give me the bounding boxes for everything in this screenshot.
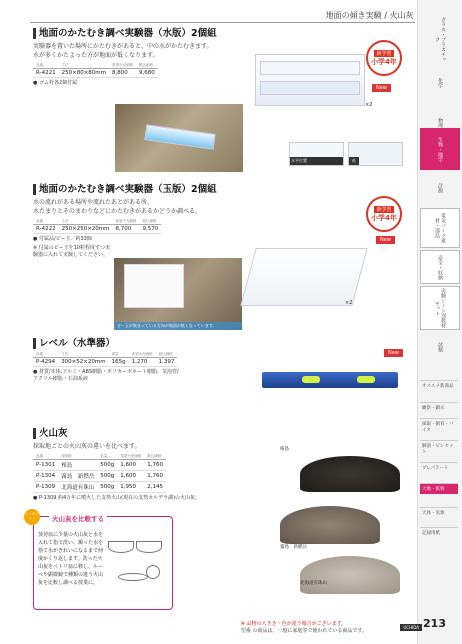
tab-electric-parts[interactable]: 電気パーツ素材・部品 [420, 208, 460, 248]
col-header: 品番 [33, 352, 58, 358]
col-header: 税込価格 [140, 219, 162, 225]
subtab-earth-minerals[interactable]: 大地・鉱物 [420, 483, 458, 494]
col-header: 採取地 [58, 454, 97, 460]
tip-text: 蒸発皿に少量の火山灰と水を入れて指で洗い、濁った水を捨て水がきれいになるまで何度かくり返します。洗った火山灰をペトリ皿に移し、ルーペや顕微鏡で種類の違う火山灰を比較し調べる授業に。 [38, 532, 104, 586]
col-header: 容量 [97, 454, 117, 460]
diagram-label: 水平位置 [290, 157, 343, 165]
spec-table [33, 454, 166, 493]
cell-code: P-1309 [33, 482, 58, 493]
product-title: レベル（水準器） [33, 338, 263, 349]
col-header: 重量 [109, 352, 129, 358]
col-header: 税込価格 [144, 454, 166, 460]
product-title: 火山灰 [33, 428, 263, 439]
table-row [33, 482, 166, 493]
cell-volume: 500g [97, 482, 117, 493]
tip-illustration [108, 537, 166, 595]
note-text: 付属のビー玉を10粒程度ずつ実験器に入れて実験してください。 [33, 245, 110, 258]
table-row [33, 225, 161, 234]
container-image [260, 61, 360, 75]
cell-size: 250×250×20mm [59, 225, 113, 234]
subtab-astronomy[interactable]: 天体・気象 [420, 507, 458, 518]
tilt-diagram [348, 142, 403, 166]
table-row [33, 358, 177, 367]
cell-tax-price: 1,397 [156, 358, 178, 367]
table-row [33, 69, 158, 78]
ash-label: 霧島 新燃岳 [280, 545, 307, 550]
note: ● 材質/本体:アルミ・ABS樹脂・ポリカーボネート樹脂、気泡管/アクリル樹脂・石油系液 [33, 369, 179, 382]
cell-size: 300×52×20mm [58, 358, 108, 367]
grade-badge [366, 196, 402, 232]
header-topic: 火山灰 [389, 11, 414, 20]
ash-photo [280, 426, 400, 604]
product-photo [255, 54, 365, 106]
col-header: 寸法 [58, 352, 108, 358]
note-text: 付属品/ビー玉／約33個 [38, 236, 92, 242]
soil-photo [114, 258, 242, 330]
badge-label: 新学習 [376, 50, 392, 57]
new-tag: New [372, 84, 391, 92]
spec-table [33, 352, 177, 367]
table-row [33, 460, 166, 471]
dish-icon [108, 541, 134, 553]
header-separator: / [384, 11, 387, 20]
tab-chemistry[interactable]: 化学 [437, 78, 443, 88]
new-tag: New [384, 349, 403, 357]
product-description [33, 198, 253, 216]
ash-pile-image [300, 556, 400, 594]
cell-price: 1,270 [129, 358, 156, 367]
note: ● ゴム栓各2個付属 [33, 80, 78, 86]
cell-origin: 北海道有珠山 [58, 482, 97, 493]
cell-volume: 500g [97, 471, 117, 482]
spec-table [33, 219, 161, 234]
bubble-vial-image [302, 376, 320, 383]
diagram-label: 低 [349, 157, 359, 165]
desc-line: 水が多くかたよった方が地面が低くなります。 [33, 52, 159, 59]
footer-notes [241, 620, 367, 634]
tip-box [25, 512, 173, 610]
brand-logo: UCHIDA [400, 624, 422, 631]
photo-caption: ビー玉が集まっている方向が地面が低くなっています。 [114, 322, 242, 330]
subtab-observation[interactable]: 観察・顕示 [420, 402, 458, 413]
subtab-slide[interactable]: プレパラート [420, 462, 458, 473]
col-header: 寸法 [59, 63, 109, 69]
ash-pile-image [280, 506, 380, 544]
cell-weight: 165g [109, 358, 129, 367]
ash-label: 桜島 [280, 447, 289, 452]
ash-pile-image [300, 456, 400, 492]
col-header: 品番 [33, 63, 59, 69]
badge-grade: 小学4年 [371, 57, 397, 66]
grade-badge [366, 40, 402, 76]
cell-code: P-1301 [33, 460, 58, 471]
cell-code: P-4294 [33, 358, 58, 367]
footer-note: 型番 の商品は、一般に家庭等で使われている商品です。 [240, 628, 367, 634]
product-title: 地面のかたむき調べ実験器（玉版）2個組 [33, 184, 253, 195]
level-tool-image [262, 372, 398, 388]
product-description [33, 42, 243, 60]
cell-code: R-4221 [33, 69, 59, 78]
badge-label: 新学習 [376, 206, 392, 213]
product-water-tilt [33, 28, 243, 87]
note-text: ゴム栓各2個付属 [38, 80, 78, 86]
cell-tax-price: 1,760 [144, 471, 166, 482]
tab-physics[interactable]: 物理 [437, 118, 443, 128]
col-header: 希望小売価格 [113, 219, 140, 225]
cell-tax-price: 9,570 [140, 225, 162, 234]
note: ● 付属品/ビー玉／約33個 [33, 236, 92, 242]
note-text: P-1309 約4万年に噴火した支笏火山(現在の支笏カルデラ湖)の火山灰。 [38, 495, 201, 501]
page-number: 213 [423, 617, 446, 630]
product-volcanic-ash [33, 428, 263, 502]
tab-reagents[interactable]: 試薬 [437, 342, 443, 352]
cell-origin: 桜島 [58, 460, 97, 471]
tab-glass[interactable]: ガラス・プラスチック [434, 16, 446, 62]
col-header: 税込価格 [156, 352, 178, 358]
desc-line: 水の流れがある場所や流れたあとがある所、 [33, 199, 154, 206]
cell-origin: 霧島 新燃岳 [58, 471, 97, 482]
sidebar [417, 0, 462, 644]
ash-label: 北海道有珠山 [300, 581, 327, 586]
product-level [33, 338, 263, 383]
spec-table [33, 63, 158, 78]
footer-note: ※ 品物の大きさ・色が違う場合がございます。 [240, 621, 347, 627]
subtab-collection[interactable]: 採取・飼育・バイオ [420, 418, 458, 435]
col-header: 寸法 [59, 219, 113, 225]
product-title: 地面のかたむき調べ実験器（水版）2個組 [33, 28, 243, 39]
subtab-new[interactable]: オススメ新商品 [420, 380, 458, 391]
container-image [260, 81, 360, 95]
table-row [33, 471, 166, 482]
badge-grade: 小学4年 [371, 213, 397, 222]
cell-tax-price: 2,145 [144, 482, 166, 493]
cell-price: 8,800 [109, 69, 136, 78]
col-header: 希望小売価格 [109, 63, 136, 69]
petri-dish-icon [118, 573, 148, 581]
product-photo [240, 248, 368, 306]
col-header: 希望小売価格 [117, 454, 144, 460]
cell-price: 8,700 [113, 225, 140, 234]
page-header [326, 10, 422, 21]
tip-title: 火山灰を比較する [49, 514, 107, 523]
subtab-record[interactable]: 記録用紙 [420, 527, 458, 538]
col-header: 税込価格 [136, 63, 158, 69]
ball-tray-image [124, 264, 184, 308]
new-tag: New [376, 236, 395, 244]
col-header: 希望小売価格 [129, 352, 156, 358]
note: ● P-1309 約4万年に噴火した支笏火山(現在の支笏カルデラ湖)の火山灰。 [33, 495, 201, 501]
cell-size: 250×80×80mm [59, 69, 109, 78]
quantity-label: ×2 [345, 300, 353, 306]
col-header: 品番 [33, 454, 58, 460]
cell-price: 1,950 [117, 482, 144, 493]
tab-measurement[interactable]: 計測 [437, 183, 443, 193]
quantity-label: ×2 [365, 102, 373, 108]
cell-volume: 500g [97, 460, 117, 471]
note-text: 材質/本体:アルミ・ABS樹脂・ポリカーボネート樹脂、気泡管/アクリル樹脂・石油系液 [33, 369, 179, 382]
header-rule [30, 22, 415, 23]
product-description: 採取地ごとの火山灰の違いを比べます。 [33, 443, 141, 450]
magnifier-icon [146, 565, 160, 579]
desc-line: 実験器を置いた場所にかたむきがあると、中の水がかたむきます。 [33, 43, 213, 50]
header-section: 地面の傾き実験 [325, 11, 382, 20]
level-diagram [289, 142, 344, 166]
tab-safety-storage[interactable]: 安全・収納 [420, 250, 460, 284]
tab-biology-geology[interactable]: 生物・地学 [420, 128, 460, 170]
col-header: 品番 [33, 219, 59, 225]
tab-experiment-sets[interactable]: 実験シーン別教材セット [420, 286, 460, 330]
product-ball-tilt [33, 184, 253, 259]
cell-price: 1,600 [117, 471, 144, 482]
dish-icon [136, 541, 162, 553]
cell-tax-price: 9,680 [136, 69, 158, 78]
water-tray-image [144, 124, 216, 150]
cell-code: P-1304 [33, 471, 58, 482]
cell-price: 1,600 [117, 460, 144, 471]
bubble-vial-image [357, 376, 375, 383]
soil-photo [115, 104, 243, 172]
point-icon: ワンポイント [24, 509, 40, 525]
note: ※ 付属のビー玉を10粒程度ずつ実験器に入れて実験してください。 [33, 245, 110, 258]
desc-line: 水たまりとそのまわりなどにかたむきがあるかどうか調べる。 [33, 208, 202, 215]
cell-code: R-4222 [33, 225, 59, 234]
cell-tax-price: 1,760 [144, 460, 166, 471]
subtab-dissection[interactable]: 解剖・ピンセット [420, 440, 458, 457]
